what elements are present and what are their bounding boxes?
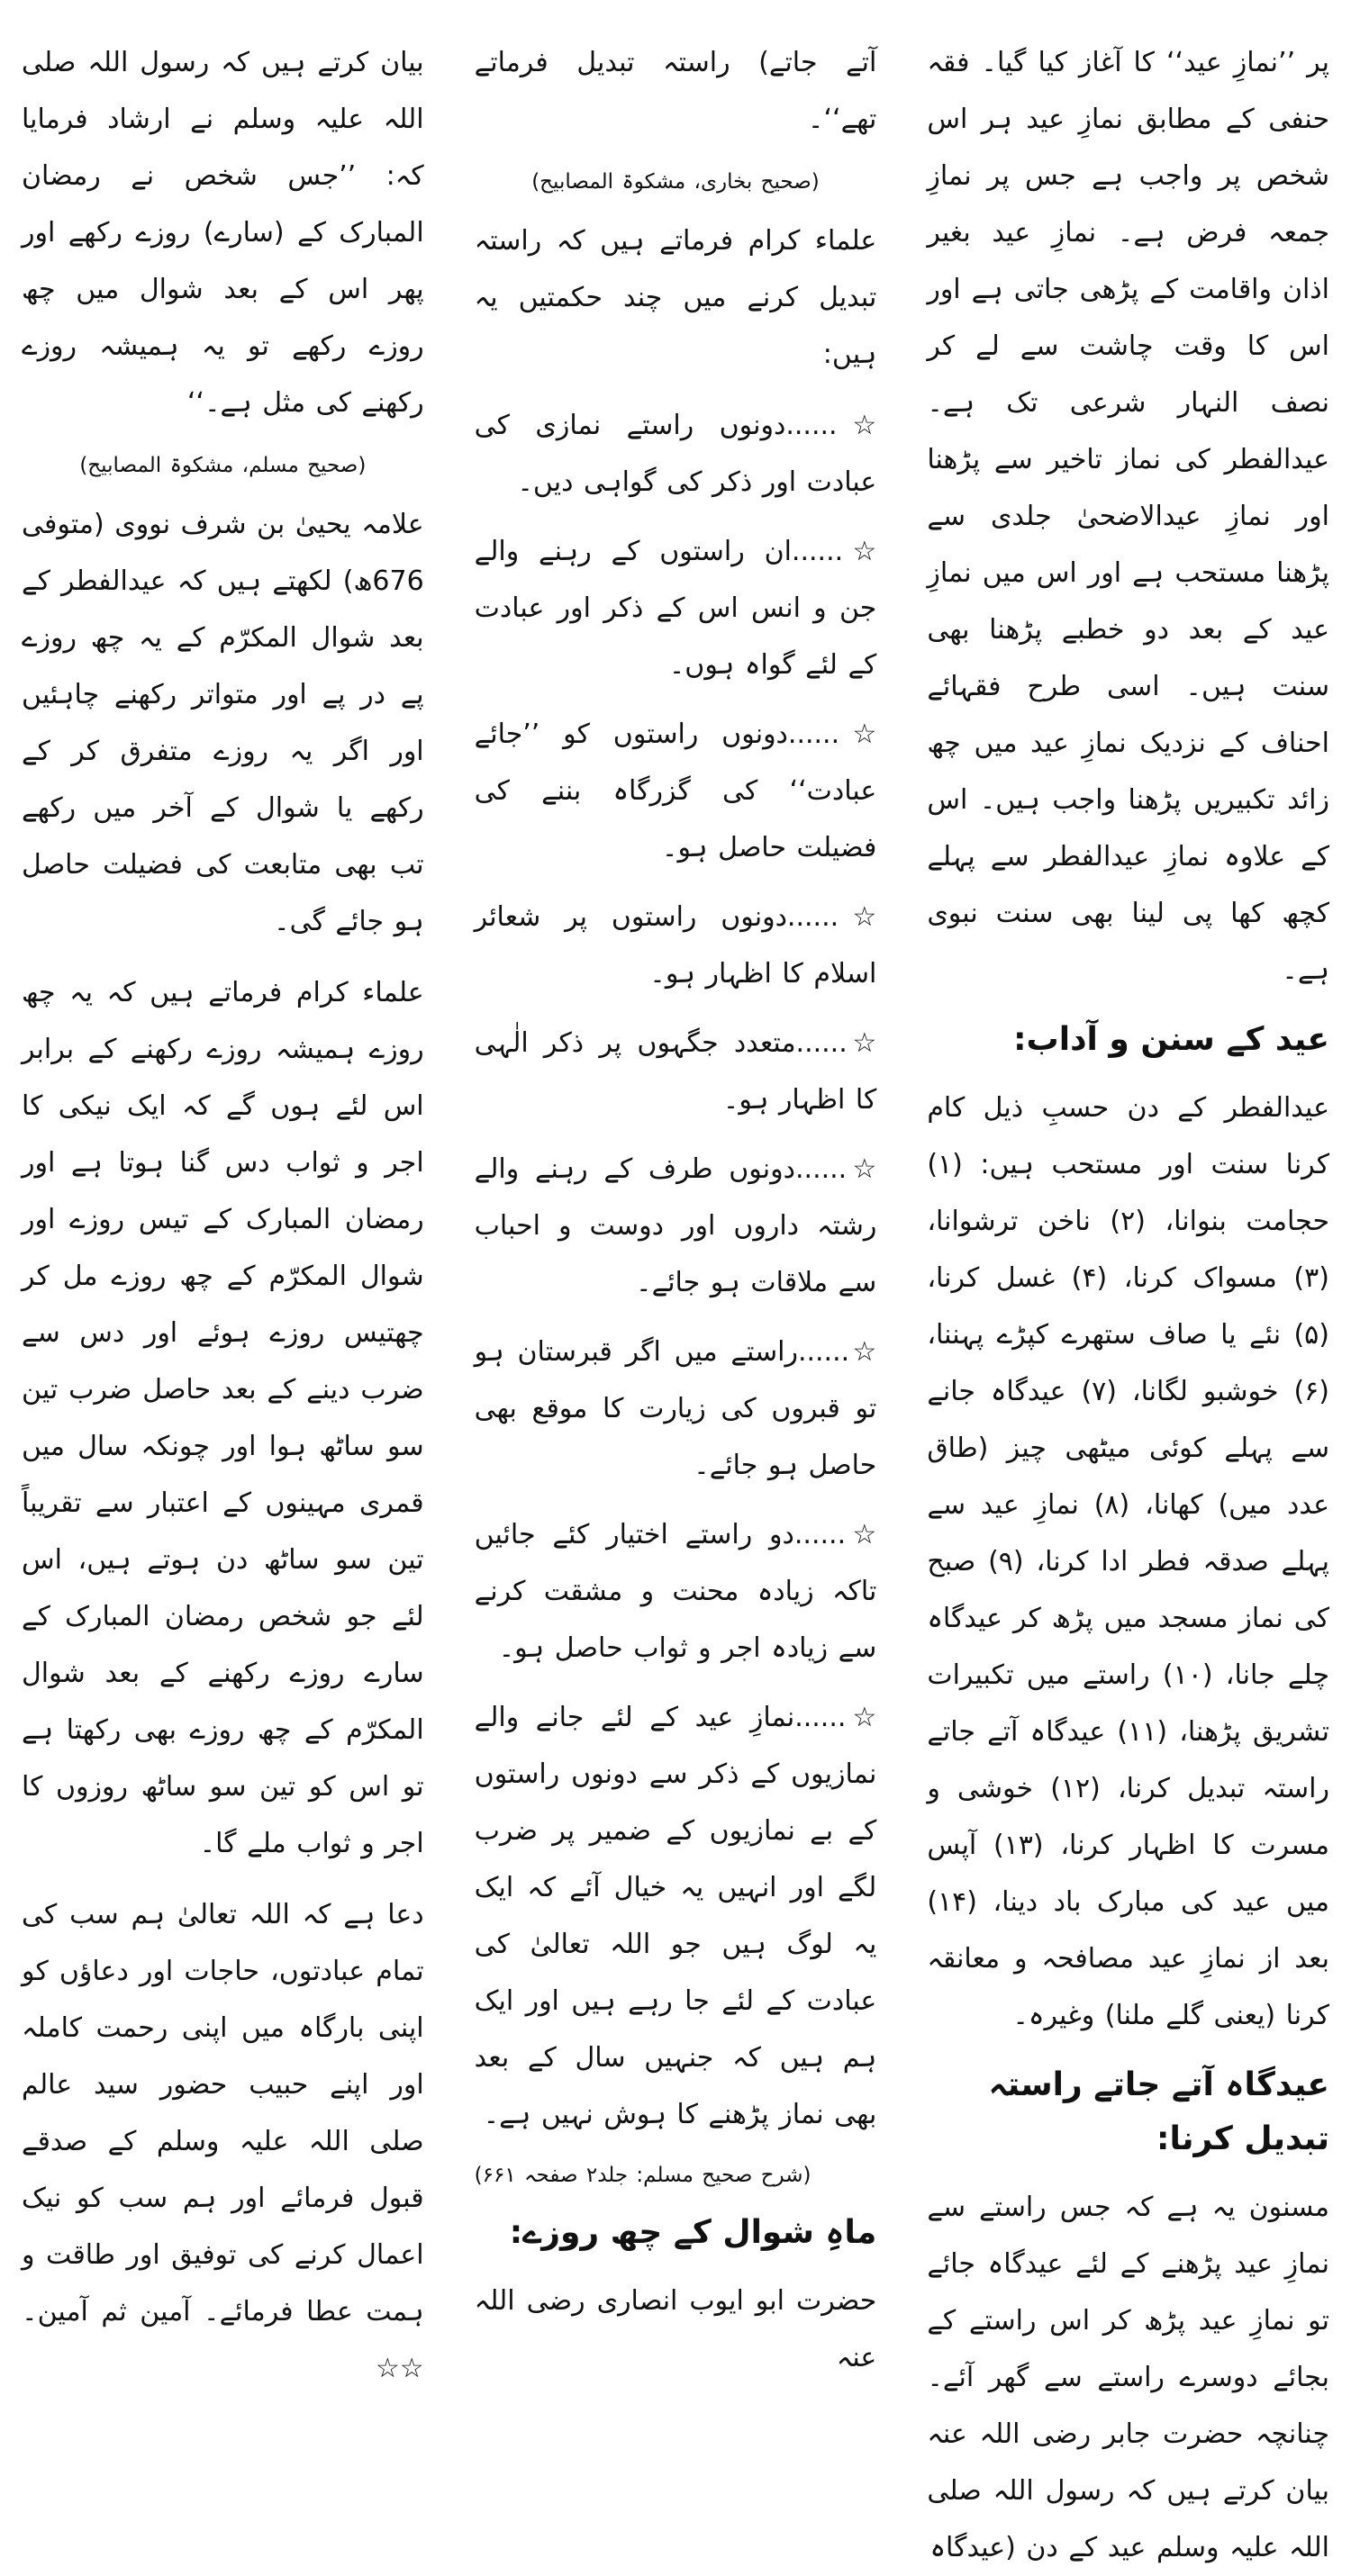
paragraph-abu-ayyub: حضرت ابو ایوب انصاری رضی اللہ عنہ <box>474 2285 877 2373</box>
reference-muslim: (صحیح مسلم، مشکوۃ المصابیح) <box>79 454 367 477</box>
wisdom-item: ☆......دونوں راستے نمازی کی عبادت اور ذکر کی گواہی دیں۔ <box>474 410 877 498</box>
wisdom-item: ☆......دو راستے اختیار کئے جائیں تاکہ زیادہ محنت و مشقت کرنے سے زیادہ اجر و ثواب حاصل ہو۔ <box>474 1519 877 1664</box>
paragraph-eid-sunnah-list: عیدالفطر کے دن حسبِ ذیل کام کرنا سنت اور مستحب ہیں: (۱) حجامت بنوانا، (۲) ناخن ترشوانا، (۳) مسواک کرنا، (۴) غسل کرنا، (۵) نئے یا صاف ستھرے کپڑے پہننا، (۶) خوشبو لگانا، (۷) عیدگاہ جانے سے پہلے کوئی میٹھی چیز (طاق عدد میں) کھانا، (۸) نمازِ عید سے پہلے صدقہ فطر ادا کرنا، (۹) صبح کی نماز مسجد میں پڑھ کر عیدگاہ چلے جانا، (۱۰) راستے میں تکبیرات تشریق پڑھنا، (۱۱) عیدگاہ آتے جاتے راستہ تبدیل کرنا، (۱۲) خوشی و مسرت کا اظہار کرنا، (۱۳) آپس میں عید کی مبارک باد دینا، (۱۴) بعد از نمازِ عید مصافحہ و معانقہ کرنا (یعنی گلے ملنا) وغیرہ۔ <box>927 1092 1329 2031</box>
paragraph-change-route: مسنون یہ ہے کہ جس راستے سے نمازِ عید پڑھنے کے لئے عیدگاہ جائے تو نمازِ عید پڑھ کر اس راستے کے بجائے دوسرے راستے سے گھر آئے۔ چنانچہ حضرت جابر رضی اللہ عنہ بیان کرتے ہیں کہ رسول اللہ صلی اللہ علیہ وسلم عید کے دن (عیدگاہ <box>927 2192 1329 2563</box>
paragraph-nawawi: علامہ یحییٰ بن شرف نووی (متوفی 676ھ) لکھتے ہیں کہ عیدالفطر کے بعد شوال المکرّم کے یہ چھ روزے پے در پے اور متواتر رکھنے چاہئیں اور اگر یہ روزے متفرق کر کے رکھے یا شوال کے آخر میں رکھے تب بھی متابعت کی فضیلت حاصل ہو جائے گی۔ <box>21 509 424 937</box>
paragraph-wisdoms-intro: علماء کرام فرماتے ہیں کہ راستہ تبدیل کرنے میں چند حکمتیں یہ ہیں: <box>474 225 877 370</box>
wisdom-item: ☆......راستے میں اگر قبرستان ہو تو قبروں کی زیارت کا موقع بھی حاصل ہو جائے۔ <box>474 1336 877 1481</box>
wisdom-item: ☆......دونوں راستوں پر شعائر اسلام کا اظہار ہو۔ <box>474 901 877 990</box>
heading-change-route: عیدگاہ آتے جاتے راستہ تبدیل کرنا: <box>988 2066 1329 2157</box>
wisdom-item: ☆......متعدد جگہوں پر ذکر الٰہی کا اظہار ہو۔ <box>474 1027 877 1116</box>
wisdom-item: ☆......دونوں طرف کے رہنے والے رشتہ داروں اور دوست و احباب سے ملاقات ہو جائے۔ <box>474 1153 877 1298</box>
paragraph-closing-dua: دعا ہے کہ اللہ تعالیٰ ہم سب کی تمام عبادتوں، حاجات اور دعاؤں کو اپنی بارگاہ میں اپنی رحمت کاملہ اور اپنے حبیب حضور سید عالم صلی اللہ علیہ وسلم کے صدقے قبول فرمائے اور ہم سب کو نیک اعمال کرنے کی توفیق اور طاقت و ہمت عطا فرمائے۔ آمین ثم آمین۔ ☆☆ <box>21 1899 424 2384</box>
column-right <box>927 34 1329 2563</box>
paragraph-reward-calculation: علماء کرام فرماتے ہیں کہ یہ چھ روزے ہمیشہ روزے رکھنے کے برابر اس لئے ہوں گے کہ ایک نیکی کا اجر و ثواب دس گنا ہوتا ہے اور رمضان المبارک کے تیس روزے اور شوال المکرّم کے چھ روزے مل کر چھتیس روزے ہوئے اور دس سے ضرب دینے کے بعد حاصل ضرب تین سو ساٹھ ہوا اور چونکہ سال میں قمری مہینوں کے اعتبار سے تقریباً تین سو ساٹھ دن ہوتے ہیں، اس لئے جو شخص رمضان المبارک کے سارے روزے رکھنے کے بعد شوال المکرّم کے چھ روزے بھی رکھتا ہے تو اس کو تین سو ساٹھ روزوں کا اجر و ثواب ملے گا۔ <box>21 977 424 1859</box>
reference-sharh-muslim: (شرح صحیح مسلم: جلد۲ صفحہ ۶۶۱) <box>474 2164 812 2187</box>
wisdom-item: ☆......ان راستوں کے رہنے والے جن و انس اس کے ذکر اور عبادت کے لئے گواہ ہوں۔ <box>474 536 877 681</box>
paragraph-hadith-end: آتے جاتے) راستہ تبدیل فرماتے تھے‘‘۔ <box>474 47 877 135</box>
paragraph-shawwal-hadith: بیان کرتے ہیں کہ رسول اللہ صلی اللہ علیہ وسلم نے ارشاد فرمایا کہ: ’’جس شخص نے رمضان المبارک کے (سارے) روزے رکھے اور پھر اس کے بعد شوال میں چھ روزے رکھے تو یہ ہمیشہ روزے رکھنے کی مثل ہے۔‘‘ <box>21 47 424 419</box>
column-left <box>21 34 424 2384</box>
wisdom-item: ☆......دونوں راستوں کو ’’جائے عبادت‘‘ کی گزرگاہ بننے کی فضیلت حاصل ہو۔ <box>474 719 877 863</box>
heading-eid-sunnahs: عید کے سنن و آداب: <box>1013 1021 1329 1058</box>
wisdom-item: ☆......نمازِ عید کے لئے جانے والے نمازیوں کے ذکر سے دونوں راستوں کے بے نمازیوں کے ضمیر پر ضرب لگے اور انہیں یہ خیال آئے کہ ایک یہ لوگ ہیں جو اللہ تعالیٰ کی عبادت کے لئے جا رہے ہیں اور ایک ہم ہیں کہ جنہیں سال کے بعد بھی نماز پڑھنے کا ہوش نہیں ہے۔ <box>474 1702 877 2130</box>
paragraph-eid-prayer-rules: پر ’’نمازِ عید‘‘ کا آغاز کیا گیا۔ فقہ حنفی کے مطابق نمازِ عید ہر اس شخص پر واجب ہے جس پر نمازِ جمعہ فرض ہے۔ نمازِ عید بغیر اذان واقامت کے پڑھی جاتی ہے اور اس کا وقت چاشت سے لے کر نصف النہار شرعی تک ہے۔ عیدالفطر کی نماز تاخیر سے پڑھنا اور نمازِ عیدالاضحیٰ جلدی سے پڑھنا مستحب ہے اور اس میں نمازِ عید کے بعد دو خطبے پڑھنا بھی سنت ہیں۔ اسی طرح فقہائے احناف کے نزدیک نمازِ عید میں چھ زائد تکبیریں پڑھنا واجب ہیں۔ اس کے علاوہ نمازِ عیدالفطر سے پہلے کچھ کھا پی لینا بھی سنت نبوی ہے۔ <box>927 47 1329 986</box>
heading-shawwal-fasts: ماہِ شوال کے چھ روزے: <box>509 2214 877 2251</box>
reference-bukhari: (صحیح بخاری، مشکوۃ المصابیح) <box>531 170 820 194</box>
column-middle <box>474 34 877 2373</box>
